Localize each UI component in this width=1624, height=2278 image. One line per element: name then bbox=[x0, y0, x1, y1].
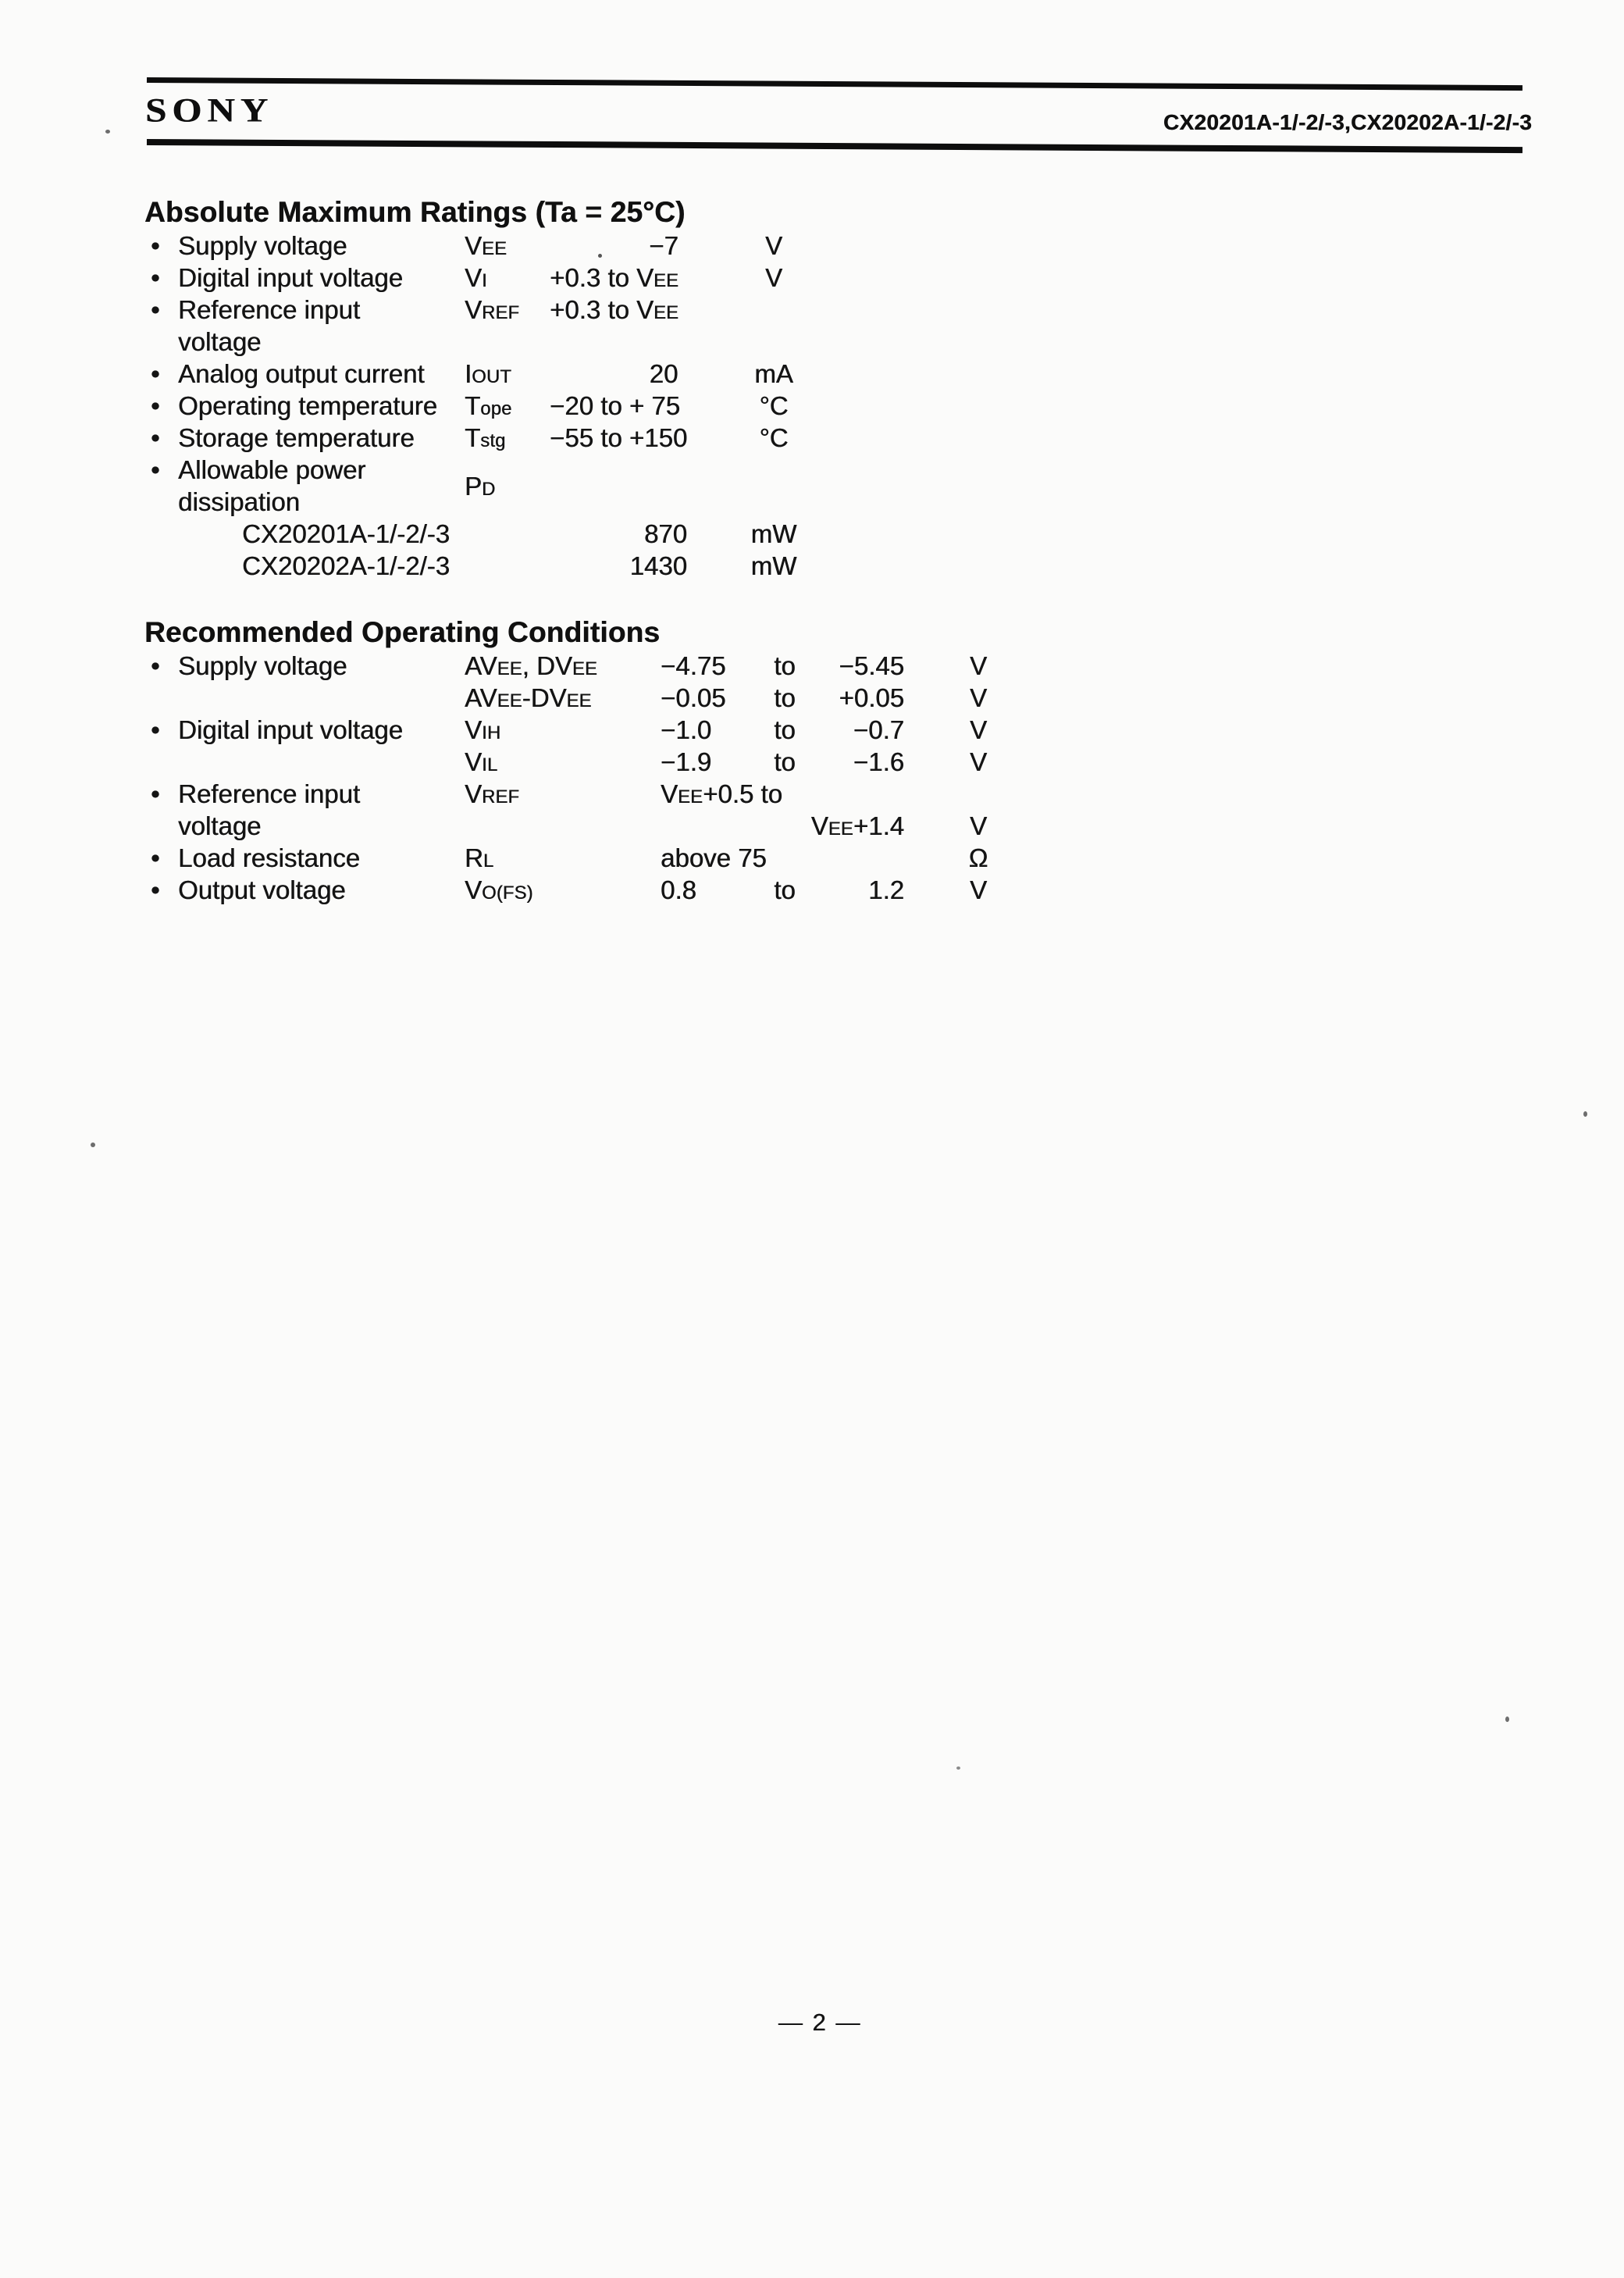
value-low: −4.75 bbox=[661, 651, 726, 680]
symbol: AVEE-DVEE bbox=[465, 683, 592, 712]
section-recommended-operating-conditions bbox=[144, 615, 1120, 906]
unit: V bbox=[969, 811, 987, 840]
unit: °C bbox=[759, 423, 789, 452]
section-absolute-maximum-ratings bbox=[144, 195, 1120, 582]
symbol: VIL bbox=[465, 747, 498, 776]
rating-label: Digital input voltage bbox=[178, 263, 404, 292]
condition-row-supply-voltage-diff bbox=[144, 682, 1120, 714]
conditions-list bbox=[144, 650, 1120, 906]
unit: mW bbox=[750, 551, 797, 580]
symbol: RL bbox=[465, 843, 494, 872]
condition-row-load-resistance bbox=[144, 842, 1120, 874]
bullet-marker: • bbox=[151, 295, 160, 324]
bullet-marker: • bbox=[151, 715, 160, 744]
value: 870 bbox=[643, 519, 687, 548]
symbol: Tope bbox=[465, 391, 512, 420]
bullet-marker: • bbox=[151, 779, 160, 808]
rating-row-cx20202a-dissipation bbox=[144, 550, 1120, 582]
value: 20 bbox=[649, 359, 678, 388]
unit: V bbox=[969, 683, 987, 712]
value: +0.3 to VEE bbox=[550, 295, 679, 324]
value: +0.3 to VEE bbox=[550, 263, 679, 292]
condition-label: Digital input voltage bbox=[178, 715, 404, 744]
header-rule-bottom bbox=[147, 139, 1522, 153]
rating-row-analog-output-current bbox=[144, 358, 1120, 390]
condition-label: Supply voltage bbox=[178, 651, 347, 680]
value: 1430 bbox=[629, 551, 687, 580]
unit: mA bbox=[754, 359, 793, 388]
symbol: VREF bbox=[465, 779, 520, 808]
condition-label: Reference input bbox=[178, 779, 360, 808]
range-conjunction: to bbox=[774, 651, 796, 680]
label-line: voltage bbox=[178, 327, 262, 356]
scan-speck bbox=[598, 254, 602, 258]
bullet-marker: • bbox=[151, 843, 160, 872]
rating-label: Operating temperature bbox=[178, 391, 438, 420]
rating-label: Analog output current bbox=[178, 359, 425, 388]
value: −7 bbox=[649, 231, 678, 260]
condition-row-supply-voltage bbox=[144, 650, 1120, 682]
condition-label: Output voltage bbox=[178, 875, 346, 904]
bullet-marker: • bbox=[151, 875, 160, 904]
symbol: VEE bbox=[465, 231, 508, 260]
scan-speck bbox=[105, 130, 110, 134]
label-line: dissipation bbox=[178, 487, 300, 516]
value-low: −1.9 bbox=[661, 747, 712, 776]
condition-row-digital-input-low bbox=[144, 746, 1120, 778]
value-high: 1.2 bbox=[868, 875, 904, 904]
unit: °C bbox=[759, 391, 789, 420]
rating-label bbox=[178, 294, 360, 358]
rating-row-supply-voltage bbox=[144, 230, 1120, 262]
symbol: IOUT bbox=[465, 359, 511, 388]
condition-row-output-voltage bbox=[144, 874, 1120, 906]
bullet-marker: • bbox=[151, 263, 160, 292]
condition-row-reference-input bbox=[144, 778, 1120, 810]
symbol: VI bbox=[465, 263, 487, 292]
part-number-header: CX20201A-1/-2/-3,CX20202A-1/-2/-3 bbox=[1163, 110, 1532, 134]
condition-row-reference-input-cont bbox=[144, 810, 1120, 842]
condition-row-digital-input-high bbox=[144, 714, 1120, 746]
range-conjunction: to bbox=[774, 875, 796, 904]
bullet-marker: • bbox=[151, 423, 160, 452]
value-low: −1.0 bbox=[661, 715, 712, 744]
bullet-marker: • bbox=[151, 651, 160, 680]
symbol: PD bbox=[465, 472, 496, 501]
rating-row-allowable-power-dissipation bbox=[144, 454, 1120, 518]
unit: V bbox=[969, 715, 987, 744]
section-title: Recommended Operating Conditions bbox=[144, 616, 661, 648]
condition-label: voltage bbox=[178, 811, 262, 840]
symbol: VO(FS) bbox=[465, 875, 533, 904]
part-label: CX20201A-1/-2/-3 bbox=[242, 519, 450, 548]
range-conjunction: to bbox=[774, 747, 796, 776]
symbol: VIH bbox=[465, 715, 501, 744]
sony-logo: SONY bbox=[145, 91, 274, 130]
value-low: 0.8 bbox=[661, 875, 696, 904]
part-label: CX20202A-1/-2/-3 bbox=[242, 551, 450, 580]
rating-label: Supply voltage bbox=[178, 231, 347, 260]
value-high: +0.05 bbox=[839, 683, 904, 712]
unit: V bbox=[969, 875, 987, 904]
range-conjunction: to bbox=[774, 683, 796, 712]
unit: V bbox=[969, 747, 987, 776]
symbol: VREF bbox=[465, 295, 520, 324]
value-low: −0.05 bbox=[661, 683, 726, 712]
scan-speck bbox=[91, 1143, 95, 1147]
unit: V bbox=[764, 231, 782, 260]
symbol: AVEE, DVEE bbox=[465, 651, 597, 680]
unit: V bbox=[764, 263, 782, 292]
rating-row-storage-temperature bbox=[144, 422, 1120, 454]
ratings-list bbox=[144, 230, 1120, 582]
page-number: — 2 — bbox=[778, 2009, 862, 2036]
rating-row-reference-input-voltage bbox=[144, 294, 1120, 358]
rating-row-operating-temperature bbox=[144, 390, 1120, 422]
unit: V bbox=[969, 651, 987, 680]
rating-row-digital-input-voltage bbox=[144, 262, 1120, 294]
bullet-marker: • bbox=[151, 391, 160, 420]
bullet-marker: • bbox=[151, 455, 160, 484]
condition-label: Load resistance bbox=[178, 843, 360, 872]
value-high: −1.6 bbox=[853, 747, 904, 776]
rating-row-cx20201a-dissipation bbox=[144, 518, 1120, 550]
label-line: Reference input bbox=[178, 295, 360, 324]
unit: mW bbox=[750, 519, 797, 548]
rating-label: Storage temperature bbox=[178, 423, 415, 452]
value-high: VEE+1.4 bbox=[810, 811, 904, 840]
section-title: Absolute Maximum Ratings (Ta = 25°C) bbox=[144, 196, 686, 228]
value: −55 to +150 bbox=[550, 423, 688, 452]
value-high: −5.45 bbox=[839, 651, 904, 680]
scan-speck bbox=[1583, 1111, 1587, 1117]
header-rule-top bbox=[147, 77, 1522, 91]
value-low: above 75 bbox=[661, 843, 767, 872]
label-line: Allowable power bbox=[178, 455, 366, 484]
scan-speck bbox=[956, 1766, 960, 1770]
range-conjunction: to bbox=[774, 715, 796, 744]
value: −20 to + 75 bbox=[550, 391, 680, 420]
unit: Ω bbox=[968, 843, 988, 872]
bullet-marker: • bbox=[151, 359, 160, 388]
value-high: −0.7 bbox=[853, 715, 904, 744]
symbol: Tstg bbox=[465, 423, 506, 452]
bullet-marker: • bbox=[151, 231, 160, 260]
rating-label bbox=[178, 454, 365, 518]
value-low: VEE+0.5 to bbox=[661, 779, 782, 808]
scan-speck bbox=[1505, 1717, 1509, 1722]
